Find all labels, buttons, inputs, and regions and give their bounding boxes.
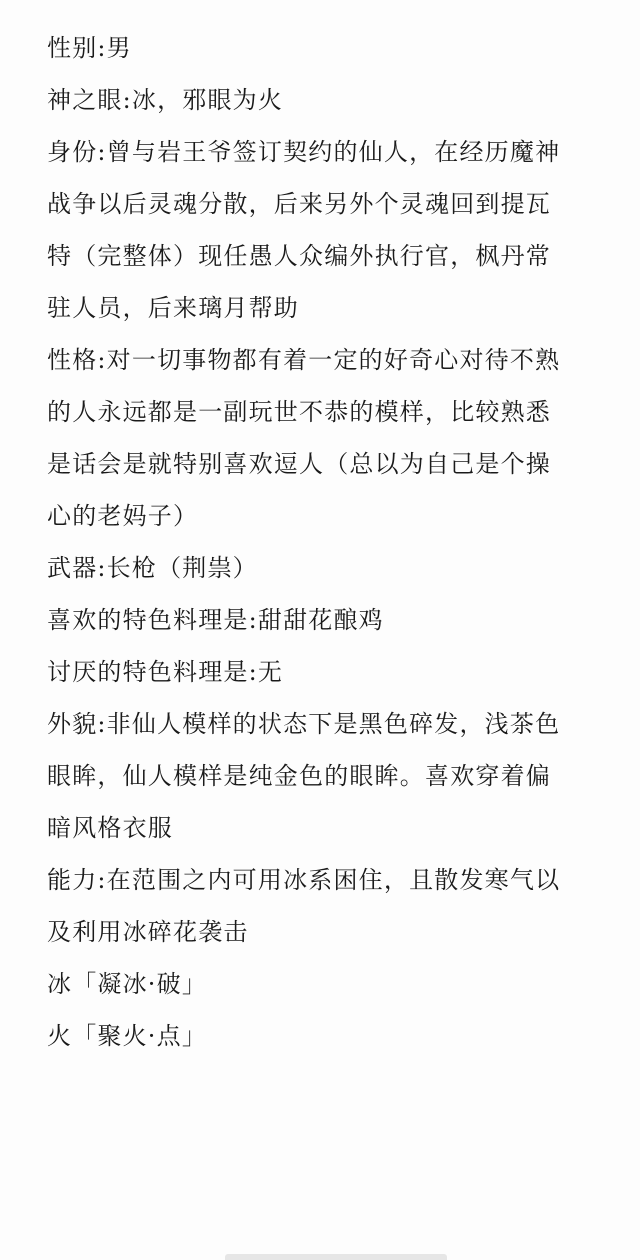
text-line-ability-2: 及利用冰碎花袭击 [47,918,249,946]
home-indicator-bar[interactable] [225,1254,447,1260]
text-line-identity-1: 身份:曾与岩王爷签订契约的仙人，在经历魔神 [47,138,561,166]
text-line-vision: 神之眼:冰，邪眼为火 [47,86,284,114]
text-line-appearance-1: 外貌:非仙人模样的状态下是黑色碎发，浅茶色 [47,710,561,738]
text-line-ability-1: 能力:在范围之内可用冰系困住，且散发寒气以 [47,866,561,894]
text-line-identity-4: 驻人员，后来璃月帮助 [47,294,299,322]
text-line-personality-1: 性格:对一切事物都有着一定的好奇心对待不熟 [47,346,561,374]
text-line-skill-fire: 火「聚火·点」 [47,1022,208,1050]
character-profile-text [47,22,617,1062]
text-line-personality-2: 的人永远都是一副玩世不恭的模样，比较熟悉 [47,398,551,426]
text-line-favorite-dish: 喜欢的特色料理是:甜甜花酿鸡 [47,606,384,634]
text-line-disliked-dish: 讨厌的特色料理是:无 [47,658,284,686]
text-line-weapon: 武器:长枪（荆祟） [47,554,258,582]
text-line-appearance-2: 眼眸，仙人模样是纯金色的眼眸。喜欢穿着偏 [47,762,551,790]
text-line-personality-4: 心的老妈子） [47,502,199,530]
text-line-identity-3: 特（完整体）现任愚人众编外执行官，枫丹常 [47,242,551,270]
text-line-gender: 性别:男 [47,34,132,62]
text-line-personality-3: 是话会是就特别喜欢逗人（总以为自己是个操 [47,450,551,478]
text-line-identity-2: 战争以后灵魂分散，后来另外个灵魂回到提瓦 [47,190,551,218]
text-line-skill-ice: 冰「凝冰·破」 [47,970,208,998]
text-line-appearance-3: 暗风格衣服 [47,814,173,842]
